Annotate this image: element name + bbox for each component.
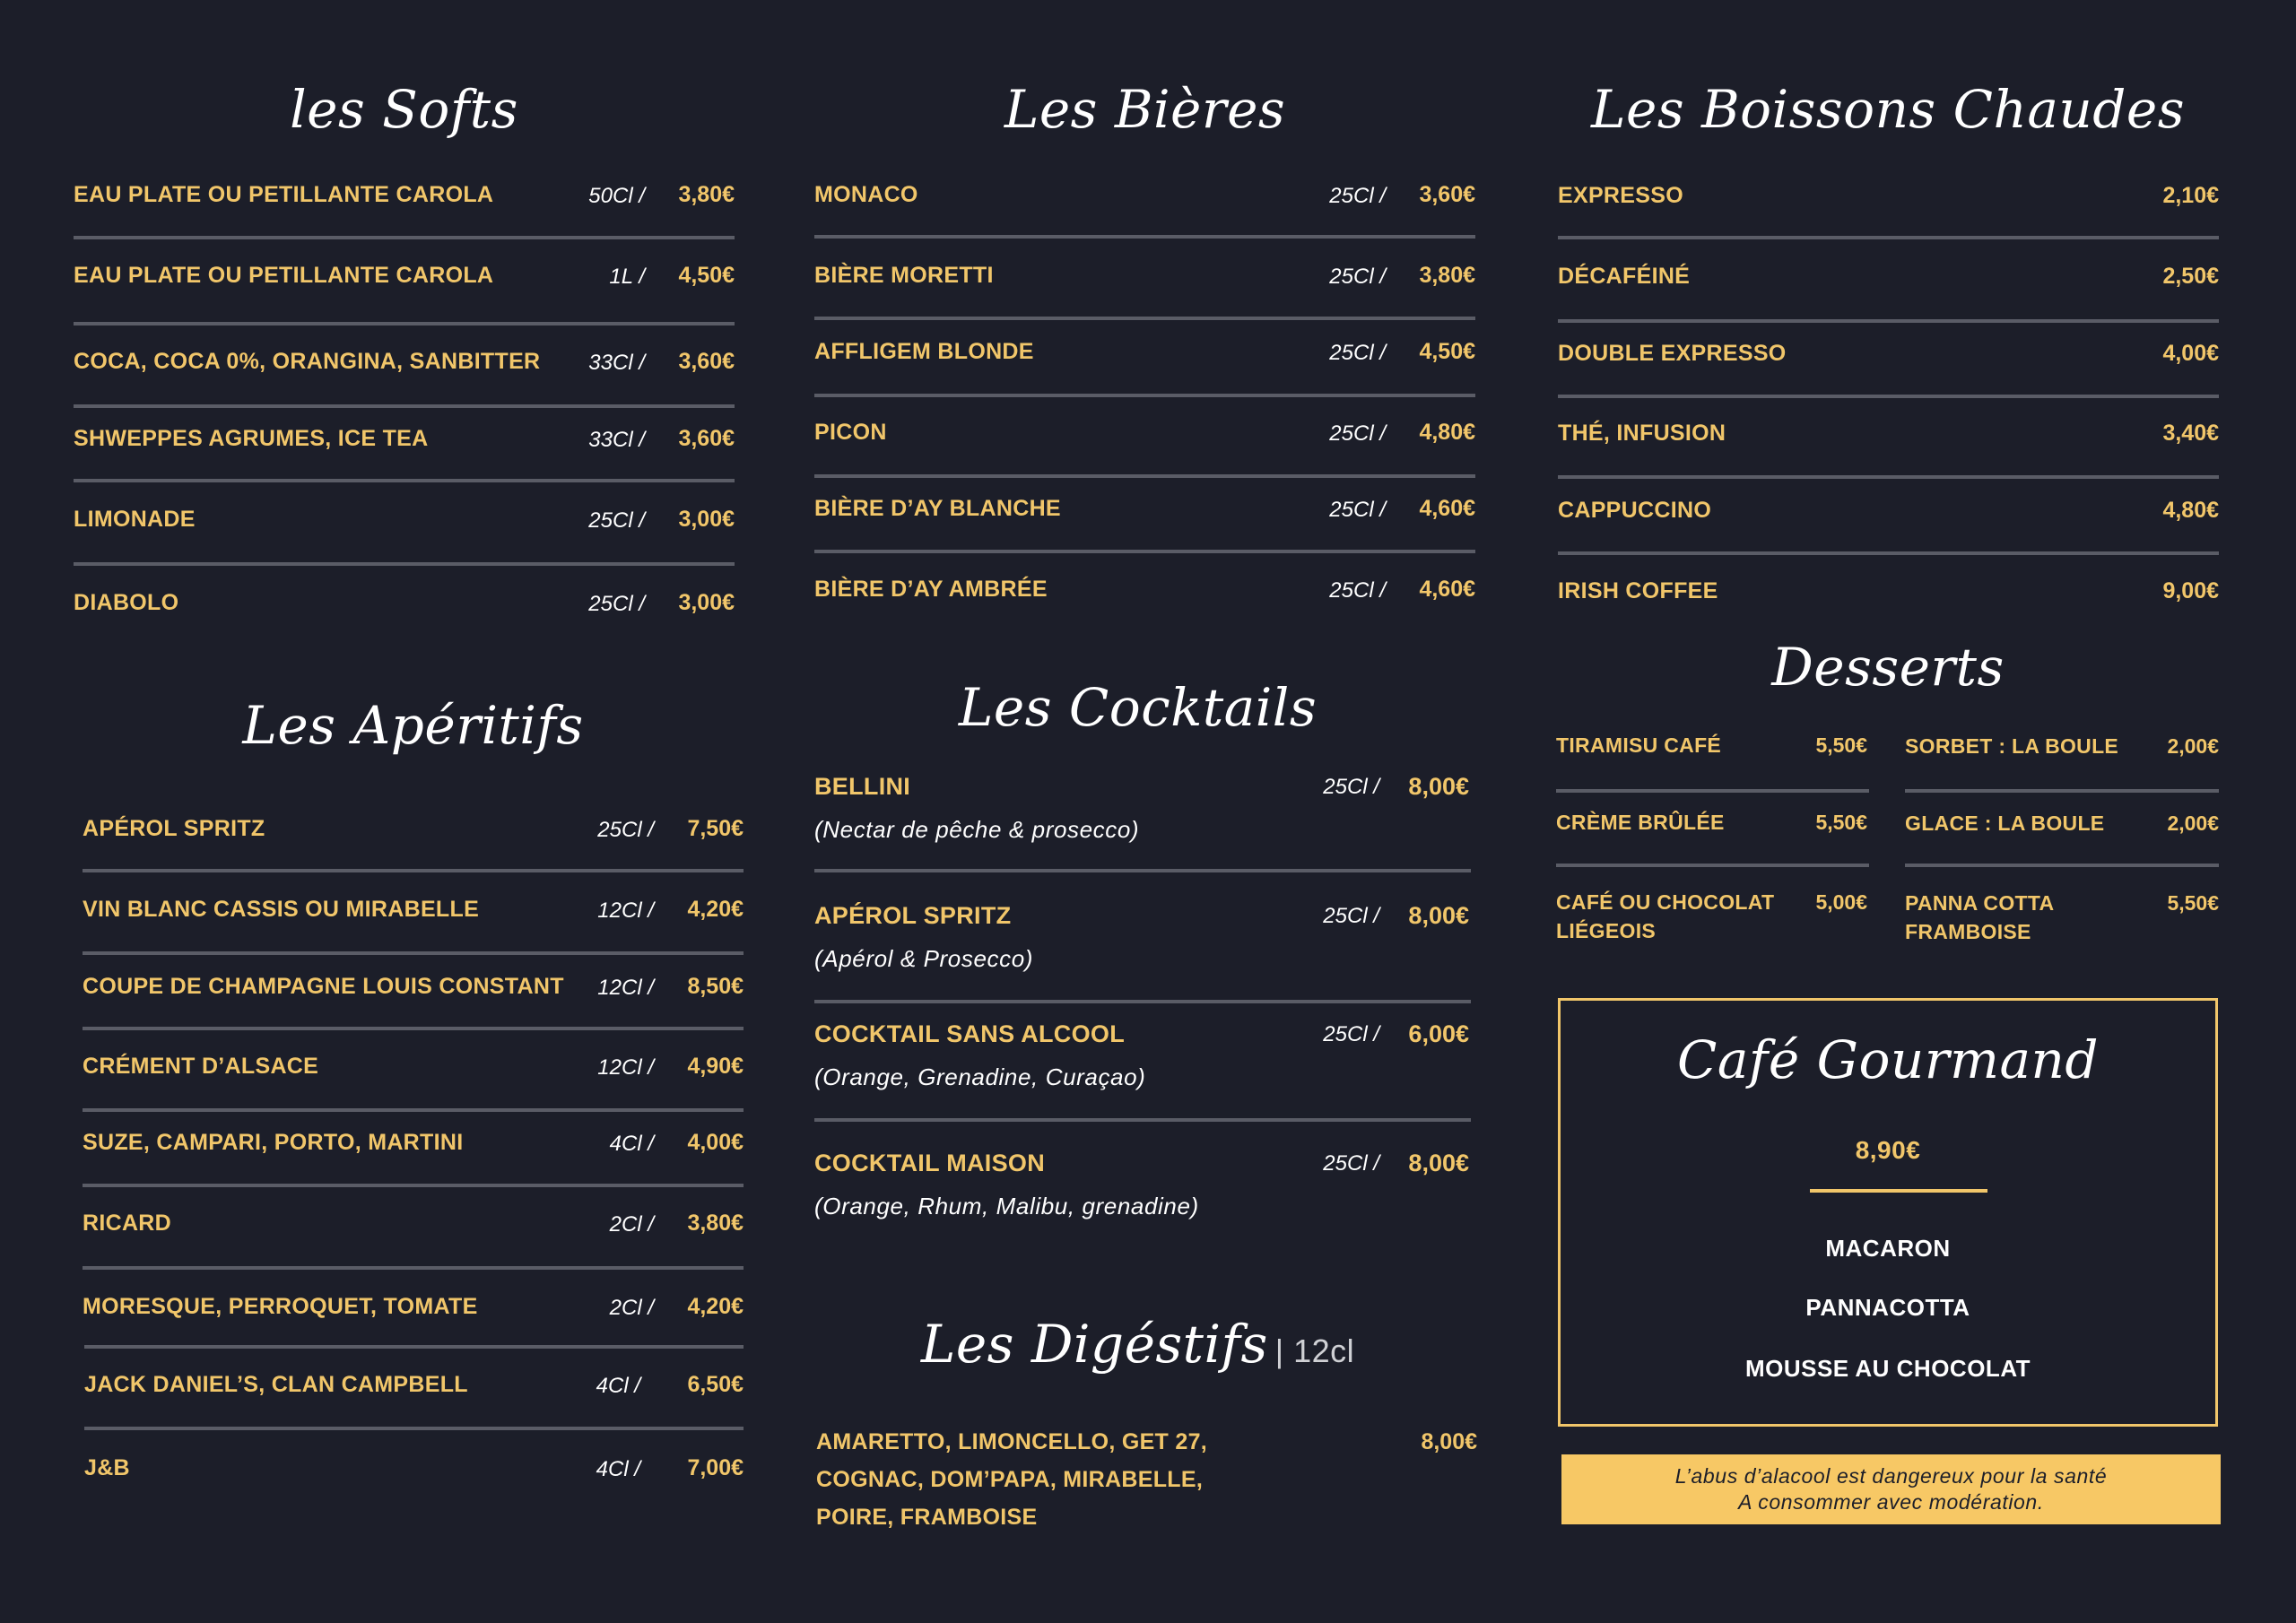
- divider: [814, 317, 1475, 320]
- list-item: [84, 1372, 744, 1408]
- item-name: EAU PLATE OU PETILLANTE CAROLA: [74, 263, 494, 288]
- item-name: COUPE DE CHAMPAGNE LOUIS CONSTANT: [83, 974, 564, 999]
- list-item: [814, 773, 1469, 843]
- digestifs-volume: | 12cl: [1274, 1332, 1355, 1369]
- list-item: [1558, 341, 2219, 377]
- list-item: [83, 897, 744, 933]
- item-price: 3,60€: [1419, 182, 1475, 207]
- divider: [1558, 475, 2219, 479]
- item-price: 2,00€: [2167, 812, 2219, 835]
- item-volume: 1L /: [609, 265, 645, 289]
- item-volume: 25Cl /: [588, 592, 645, 616]
- item-price: 8,00€: [1408, 1150, 1469, 1176]
- list-item: [83, 1294, 744, 1330]
- item-name: BIÈRE D’AY BLANCHE: [814, 496, 1061, 521]
- item-name: EXPRESSO: [1558, 183, 1683, 208]
- list-item: [1905, 891, 2219, 954]
- divider: [1558, 236, 2219, 239]
- list-item: [83, 1130, 744, 1166]
- list-item: [74, 263, 735, 299]
- digestifs-list: [816, 1423, 1265, 1536]
- list-item: [83, 816, 744, 852]
- divider: [83, 951, 744, 955]
- divider: [1905, 864, 2219, 867]
- divider: [1558, 319, 2219, 323]
- item-price: 4,90€: [687, 1054, 744, 1079]
- item-price: 3,60€: [678, 426, 735, 451]
- list-item: [74, 349, 735, 385]
- item-price: 4,20€: [687, 897, 744, 922]
- gourmand-item: PANNACOTTA: [1805, 1294, 1970, 1321]
- digestifs-line: AMARETTO, LIMONCELLO, GET 27,: [816, 1429, 1208, 1454]
- digestifs-title-text: Les Digéstifs: [920, 1314, 1268, 1375]
- list-item: [83, 974, 744, 1010]
- list-item: [814, 420, 1475, 456]
- item-volume: 4Cl /: [596, 1374, 640, 1398]
- item-price: 3,80€: [1419, 263, 1475, 288]
- item-name: COCKTAIL SANS ALCOOL: [814, 1020, 1125, 1047]
- list-item: [74, 507, 735, 542]
- item-price: 6,00€: [1408, 1020, 1469, 1047]
- item-name: SUZE, CAMPARI, PORTO, MARTINI: [83, 1130, 464, 1155]
- divider: [83, 869, 744, 872]
- list-item: [814, 339, 1475, 375]
- item-volume: 25Cl /: [1323, 775, 1379, 799]
- gourmand-item: MOUSSE AU CHOCOLAT: [1744, 1355, 2031, 1382]
- list-item: [74, 426, 735, 462]
- item-price: 2,00€: [2167, 734, 2219, 758]
- list-item: [814, 577, 1475, 612]
- item-volume: 12Cl /: [597, 898, 654, 923]
- item-price: 4,50€: [678, 263, 735, 288]
- chaudes-title: Les Boissons Chaudes: [1590, 79, 2186, 140]
- item-price: 5,50€: [1815, 733, 1867, 757]
- item-name: MONACO: [814, 182, 918, 207]
- warning-line: L’abus d’alacool est dangereux pour la santé: [1674, 1464, 2108, 1488]
- item-name: DÉCAFÉINÉ: [1558, 264, 1691, 289]
- item-price: 7,50€: [687, 816, 744, 841]
- item-price: 2,10€: [2162, 183, 2219, 208]
- digestifs-line: COGNAC, DOM’PAPA, MIRABELLE,: [816, 1467, 1204, 1492]
- item-price: 3,40€: [2162, 421, 2219, 446]
- divider: [74, 404, 735, 408]
- item-description: (Nectar de pêche & prosecco): [814, 816, 1140, 843]
- item-price: 3,80€: [687, 1211, 744, 1236]
- aperitifs-title: Les Apéritifs: [242, 695, 584, 756]
- item-price: 4,50€: [1419, 339, 1475, 364]
- item-name: TIRAMISU CAFÉ: [1556, 733, 1722, 757]
- item-price: 4,20€: [687, 1294, 744, 1319]
- list-item: [1558, 421, 2219, 456]
- divider: [814, 1118, 1471, 1122]
- item-volume: 25Cl /: [597, 818, 654, 842]
- item-name: PICON: [814, 420, 887, 445]
- item-volume: 25Cl /: [1329, 421, 1386, 446]
- item-price: 3,00€: [678, 507, 735, 532]
- warning-line: A consommer avec modération.: [1738, 1490, 2044, 1514]
- list-item: [1558, 578, 2219, 614]
- item-price: 4,80€: [2162, 498, 2219, 523]
- item-price: 8,00€: [1408, 773, 1469, 800]
- item-name-line: FRAMBOISE: [1905, 920, 2031, 943]
- item-volume: 33Cl /: [588, 351, 645, 375]
- divider: [814, 869, 1471, 872]
- item-volume: 12Cl /: [597, 976, 654, 1000]
- divider: [814, 550, 1475, 553]
- item-volume: 2Cl /: [609, 1212, 654, 1237]
- list-item: [83, 1211, 744, 1246]
- item-name: MORESQUE, PERROQUET, TOMATE: [83, 1294, 478, 1319]
- divider: [1556, 789, 1869, 793]
- item-price: 7,00€: [687, 1455, 744, 1480]
- list-item: [814, 496, 1475, 532]
- cocktails-title: Les Cocktails: [958, 677, 1318, 738]
- item-price: 4,00€: [2162, 341, 2219, 366]
- item-name-line: LIÉGEOIS: [1556, 919, 1657, 942]
- item-name: COCA, COCA 0%, ORANGINA, SANBITTER: [74, 349, 541, 374]
- item-name: LIMONADE: [74, 507, 196, 532]
- list-item: [814, 263, 1475, 299]
- item-name: BIÈRE MORETTI: [814, 263, 994, 288]
- item-price: 5,00€: [1815, 890, 1867, 914]
- divider: [814, 474, 1475, 478]
- divider: [83, 1266, 744, 1270]
- list-item: [1556, 890, 1867, 953]
- list-item: [1558, 498, 2219, 534]
- item-name: DOUBLE EXPRESSO: [1558, 341, 1787, 366]
- item-name: CRÈME BRÛLÉE: [1556, 811, 1725, 834]
- item-name: BELLINI: [814, 773, 911, 800]
- list-item: [1905, 812, 2219, 847]
- item-name: CAPPUCCINO: [1558, 498, 1712, 523]
- item-price: 3,80€: [678, 182, 735, 207]
- divider: [1556, 864, 1869, 867]
- item-price: 4,00€: [687, 1130, 744, 1155]
- item-volume: 4Cl /: [596, 1457, 640, 1481]
- divider: [1558, 395, 2219, 398]
- divider: [814, 394, 1475, 397]
- divider: [1905, 789, 2219, 793]
- divider: [84, 1427, 744, 1430]
- divider: [83, 1184, 744, 1187]
- divider: [83, 1108, 744, 1112]
- item-price: 5,50€: [1815, 811, 1867, 834]
- item-volume: 25Cl /: [1329, 341, 1386, 365]
- item-name: CRÉMENT D’ALSACE: [83, 1054, 319, 1079]
- bieres-title: Les Bières: [1004, 79, 1286, 140]
- list-item: [83, 1054, 744, 1089]
- item-name: VIN BLANC CASSIS OU MIRABELLE: [83, 897, 480, 922]
- divider: [84, 1345, 744, 1349]
- item-description: (Apérol & Prosecco): [814, 945, 1034, 972]
- item-price: 4,60€: [1419, 577, 1475, 602]
- item-price: 2,50€: [2162, 264, 2219, 289]
- item-volume: 4Cl /: [609, 1132, 654, 1156]
- item-volume: 25Cl /: [588, 508, 645, 533]
- divider: [83, 1027, 744, 1030]
- desserts-title: Desserts: [1771, 637, 2005, 698]
- item-name: RICARD: [83, 1211, 172, 1236]
- item-volume: 25Cl /: [1323, 1022, 1379, 1046]
- item-description: (Orange, Rhum, Malibu, grenadine): [814, 1193, 1199, 1219]
- list-item: [84, 1455, 744, 1491]
- divider: [74, 479, 735, 482]
- item-volume: 25Cl /: [1323, 904, 1379, 928]
- list-item: [1556, 733, 1867, 769]
- item-name: COCKTAIL MAISON: [814, 1150, 1045, 1176]
- divider: [814, 235, 1475, 239]
- list-item: [814, 1020, 1469, 1090]
- item-name: APÉROL SPRITZ: [814, 902, 1012, 929]
- item-volume: 33Cl /: [588, 428, 645, 452]
- divider: [1558, 551, 2219, 555]
- item-name-line: CAFÉ OU CHOCOLAT: [1556, 890, 1775, 914]
- item-name: IRISH COFFEE: [1558, 578, 1718, 603]
- divider: [814, 1000, 1471, 1003]
- item-price: 3,00€: [678, 590, 735, 615]
- item-name: SHWEPPES AGRUMES, ICE TEA: [74, 426, 429, 451]
- item-volume: 12Cl /: [597, 1055, 654, 1080]
- divider: [74, 322, 735, 325]
- list-item: [1558, 264, 2219, 299]
- digestifs-line: POIRE, FRAMBOISE: [816, 1505, 1038, 1530]
- item-volume: 25Cl /: [1329, 265, 1386, 289]
- item-name: DIABOLO: [74, 590, 179, 615]
- list-item: [814, 182, 1475, 218]
- item-price: 5,50€: [2167, 891, 2219, 915]
- item-name: SORBET : LA BOULE: [1905, 734, 2119, 758]
- item-description: (Orange, Grenadine, Curaçao): [814, 1063, 1146, 1090]
- divider: [74, 236, 735, 239]
- list-item: [814, 902, 1469, 972]
- gourmand-title: Café Gourmand: [1676, 1029, 2100, 1090]
- item-price: 4,60€: [1419, 496, 1475, 521]
- item-price: 8,00€: [1408, 902, 1469, 929]
- alcohol-warning-banner: [1561, 1454, 2221, 1524]
- gourmand-item: MACARON: [1825, 1235, 1951, 1262]
- list-item: [814, 1150, 1469, 1219]
- gourmand-divider: [1810, 1189, 1987, 1193]
- item-name: THÉ, INFUSION: [1558, 421, 1726, 446]
- item-name: EAU PLATE OU PETILLANTE CAROLA: [74, 182, 494, 207]
- item-name: J&B: [84, 1455, 130, 1480]
- item-volume: 25Cl /: [1329, 184, 1386, 208]
- list-item: [1558, 183, 2219, 219]
- item-name-line: PANNA COTTA: [1905, 891, 2055, 915]
- item-volume: 2Cl /: [609, 1296, 654, 1320]
- item-name: AFFLIGEM BLONDE: [814, 339, 1034, 364]
- list-item: [1556, 811, 1867, 846]
- item-volume: 25Cl /: [1329, 578, 1386, 603]
- item-price: 8,50€: [687, 974, 744, 999]
- item-volume: 25Cl /: [1323, 1151, 1379, 1176]
- item-volume: 50Cl /: [588, 184, 645, 208]
- gourmand-price: 8,90€: [1855, 1136, 1921, 1164]
- list-item: [74, 590, 735, 626]
- item-name: JACK DANIEL’S, CLAN CAMPBELL: [84, 1372, 468, 1397]
- item-name: BIÈRE D’AY AMBRÉE: [814, 577, 1048, 602]
- item-price: 6,50€: [687, 1372, 744, 1397]
- digestifs-price: 8,00€: [1421, 1429, 1477, 1454]
- divider: [74, 562, 735, 566]
- item-price: 3,60€: [678, 349, 735, 374]
- item-name: APÉROL SPRITZ: [83, 816, 265, 841]
- digestifs-title: [807, 1314, 1468, 1375]
- item-price: 4,80€: [1419, 420, 1475, 445]
- item-name: GLACE : LA BOULE: [1905, 812, 2105, 835]
- list-item: [74, 182, 735, 218]
- list-item: [1905, 734, 2219, 770]
- item-volume: 25Cl /: [1329, 498, 1386, 522]
- softs-title: les Softs: [290, 79, 518, 140]
- item-price: 9,00€: [2162, 578, 2219, 603]
